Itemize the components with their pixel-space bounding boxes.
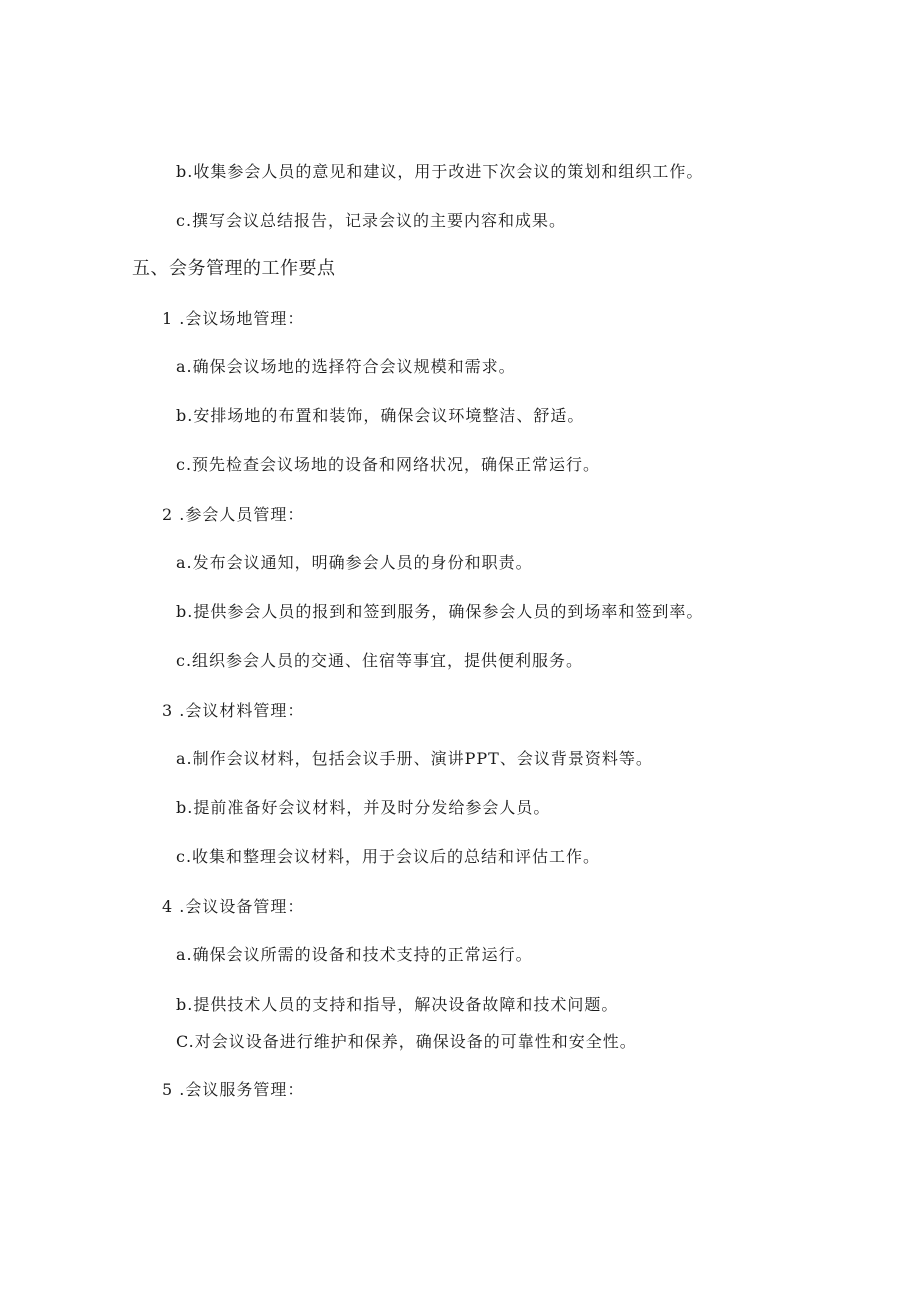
subsection-heading: 1 .会议场地管理： <box>162 309 305 328</box>
paragraph-line: b.提前准备好会议材料，并及时分发给参会人员。 <box>176 798 551 817</box>
subsection-heading: 5 .会议服务管理： <box>162 1080 305 1099</box>
paragraph-line: b.收集参会人员的意见和建议，用于改进下次会议的策划和组织工作。 <box>176 162 704 181</box>
paragraph-line: a.确保会议所需的设备和技术支持的正常运行。 <box>176 945 533 964</box>
paragraph-line: b.提供参会人员的报到和签到服务，确保参会人员的到场率和签到率。 <box>176 602 704 621</box>
paragraph-line: c.预先检查会议场地的设备和网络状况，确保正常运行。 <box>176 455 601 474</box>
subsection-heading: 3 .会议材料管理： <box>162 701 305 720</box>
paragraph-line: c.收集和整理会议材料，用于会议后的总结和评估工作。 <box>176 847 601 866</box>
paragraph-line: c.组织参会人员的交通、住宿等事宜，提供便利服务。 <box>176 651 584 670</box>
paragraph-line: b.安排场地的布置和装饰，确保会议环境整洁、舒适。 <box>176 406 585 425</box>
paragraph-line: c.撰写会议总结报告，记录会议的主要内容和成果。 <box>176 211 567 230</box>
paragraph-line: C.对会议设备进行维护和保养，确保设备的可靠性和安全性。 <box>176 1032 637 1051</box>
subsection-heading: 4 .会议设备管理： <box>162 897 305 916</box>
paragraph-line: a.确保会议场地的选择符合会议规模和需求。 <box>176 357 516 376</box>
paragraph-line: a.发布会议通知，明确参会人员的身份和职责。 <box>176 553 533 572</box>
section-heading: 五、会务管理的工作要点 <box>132 258 336 279</box>
subsection-heading: 2 .参会人员管理： <box>162 505 305 524</box>
paragraph-line: b.提供技术人员的支持和指导，解决设备故障和技术问题。 <box>176 995 619 1014</box>
paragraph-line: a.制作会议材料，包括会议手册、演讲PPT、会议背景资料等。 <box>176 749 653 768</box>
